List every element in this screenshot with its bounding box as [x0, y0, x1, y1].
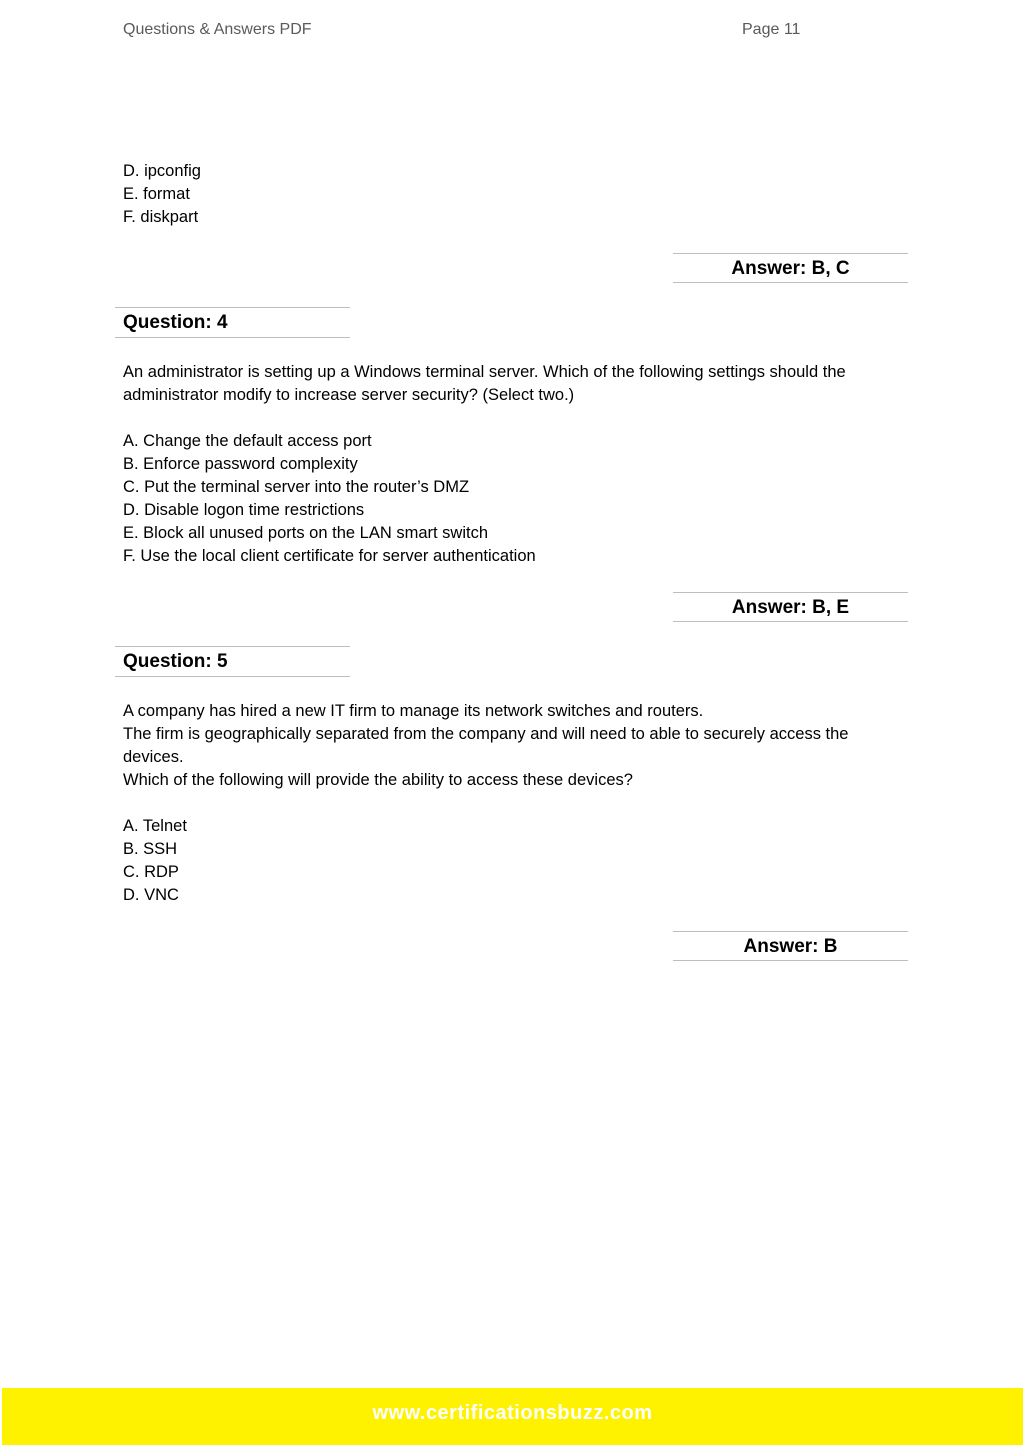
q4-option: E. Block all unused ports on the LAN smart switch [123, 524, 488, 542]
q5-answer: Answer: B [673, 931, 908, 961]
q5-text-line: Which of the following will provide the ability to access these devices? [123, 771, 633, 789]
q5-text-line: The firm is geographically separated from the company and will need to able to securely access the [123, 725, 849, 743]
footer-banner [2, 1388, 1023, 1445]
q4-option: C. Put the terminal server into the router’s DMZ [123, 478, 470, 496]
q5-text-line: devices. [123, 748, 184, 766]
page-number: Page 11 [742, 21, 801, 38]
q3-answer: Answer: B, C [673, 253, 908, 283]
q4-answer: Answer: B, E [673, 592, 908, 622]
q4-text-line: administrator modify to increase server security? (Select two.) [123, 386, 575, 404]
q3-option: F. diskpart [123, 208, 199, 226]
q4-option: B. Enforce password complexity [123, 455, 358, 473]
header-title: Questions & Answers PDF [123, 21, 312, 38]
footer-url-link[interactable]: www.certificationsbuzz.com [372, 1402, 653, 1424]
q4-option: A. Change the default access port [123, 432, 372, 450]
q5-option: D. VNC [123, 886, 179, 904]
q4-title: Question: 4 [115, 307, 350, 338]
q4-option: D. Disable logon time restrictions [123, 501, 365, 519]
q5-option: B. SSH [123, 840, 178, 858]
q5-text-line: A company has hired a new IT firm to manage its network switches and routers. [123, 702, 704, 720]
q5-option: A. Telnet [123, 817, 187, 835]
q4-option: F. Use the local client certificate for server authentication [123, 547, 536, 565]
q3-option: D. ipconfig [123, 162, 201, 180]
q5-option: C. RDP [123, 863, 179, 881]
q5-title: Question: 5 [115, 646, 350, 677]
q4-text-line: An administrator is setting up a Windows terminal server. Which of the following settings should the [123, 363, 846, 381]
q3-option: E. format [123, 185, 190, 203]
